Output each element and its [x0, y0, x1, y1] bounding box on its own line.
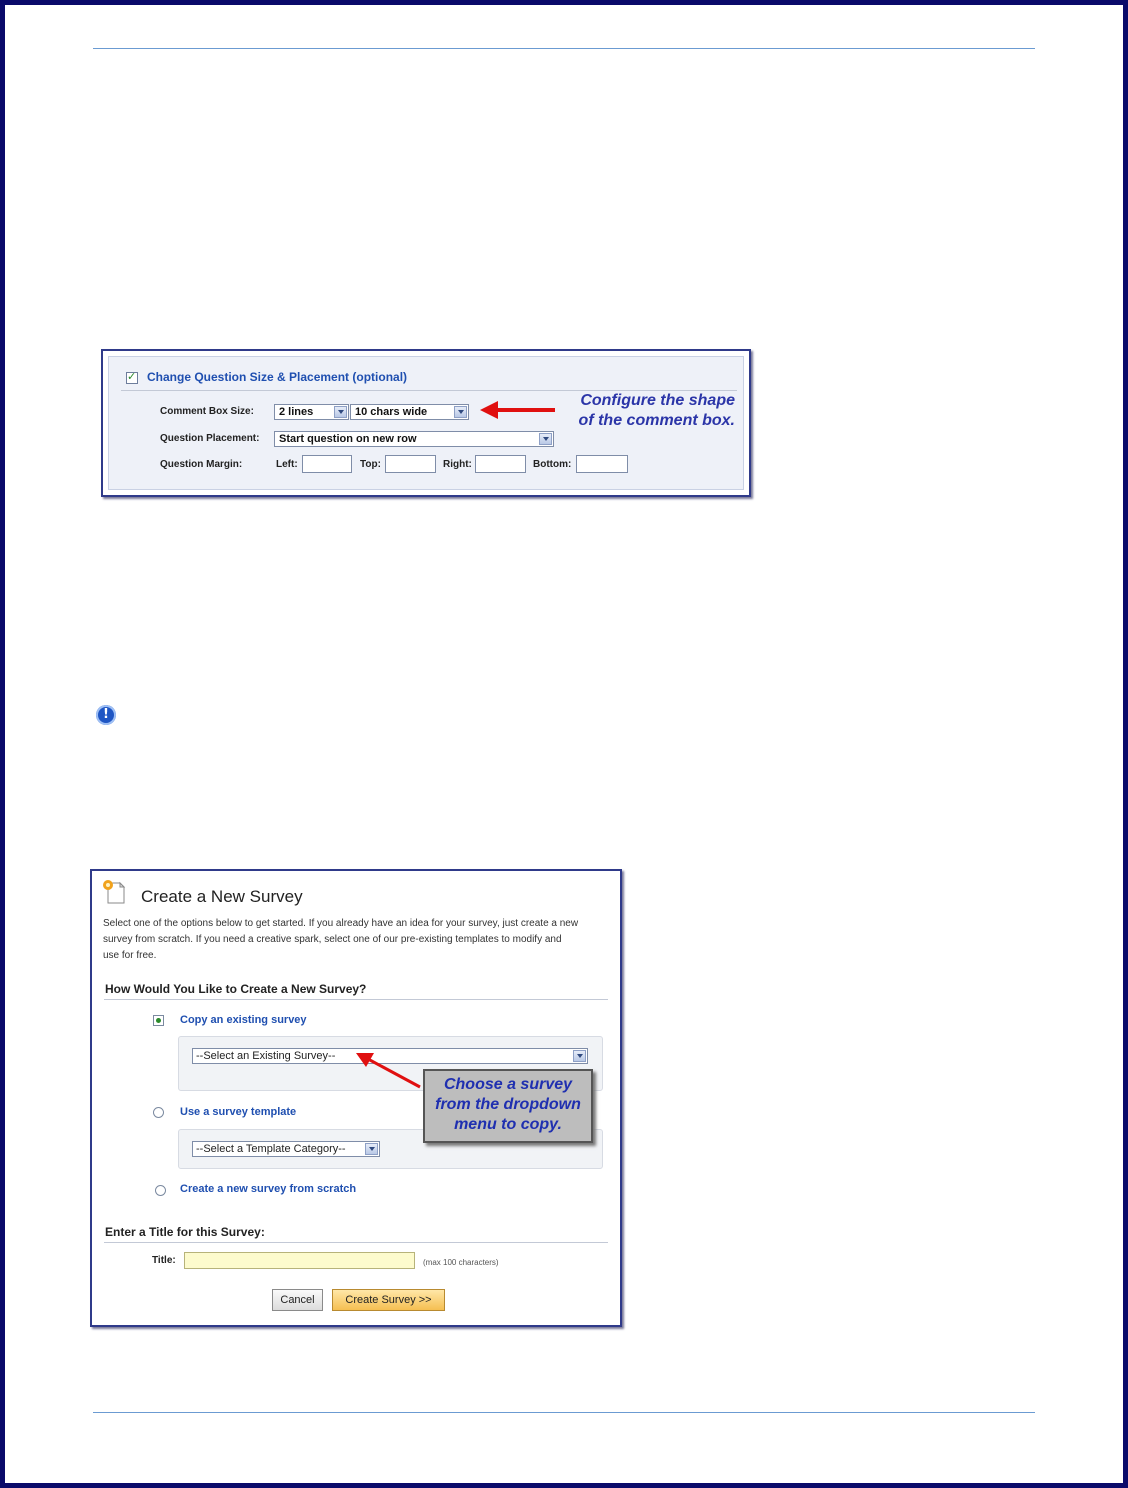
margin-right-input[interactable]: [475, 455, 526, 473]
intro-line2: survey from scratch. If you need a creative spark, select one of our pre-existing templates to modify and: [103, 934, 562, 945]
template-category-select-value: --Select a Template Category--: [196, 1143, 346, 1155]
margin-bottom-input[interactable]: [576, 455, 628, 473]
use-template-option[interactable]: Use a survey template: [180, 1106, 297, 1118]
callout2-line1: Choose a survey: [443, 1076, 573, 1093]
title-divider: [104, 1242, 608, 1243]
template-category-select[interactable]: [192, 1141, 380, 1157]
margin-right-label: Right:: [443, 459, 472, 470]
cancel-button[interactable]: Cancel: [272, 1289, 323, 1311]
title-label: Title:: [152, 1255, 176, 1266]
margin-left-input[interactable]: [302, 455, 352, 473]
new-document-icon: [102, 879, 126, 905]
header-rule: [93, 48, 1035, 49]
placement-select[interactable]: [274, 431, 554, 447]
lines-select-value: 2 lines: [279, 406, 314, 418]
title-heading: Enter a Title for this Survey:: [105, 1225, 265, 1239]
info-icon: !: [96, 705, 116, 725]
create-survey-button[interactable]: Create Survey >>: [332, 1289, 445, 1311]
copy-existing-radio[interactable]: [153, 1015, 164, 1026]
title-hint: (max 100 characters): [423, 1258, 499, 1267]
footer-rule: [93, 1412, 1035, 1413]
chevron-down-icon: [573, 1050, 586, 1062]
margin-top-label: Top:: [360, 459, 381, 470]
section-title[interactable]: Change Question Size & Placement (optional): [147, 370, 408, 384]
use-template-radio[interactable]: [153, 1107, 164, 1118]
question-margin-label: Question Margin:: [160, 459, 243, 470]
how-divider: [104, 999, 608, 1000]
intro-line1: Select one of the options below to get started. If you already have an idea for your survey, just create a new: [103, 918, 579, 929]
existing-survey-select-value: --Select an Existing Survey--: [196, 1050, 336, 1062]
question-size-screenshot: [101, 349, 751, 497]
chevron-down-icon: [334, 406, 347, 418]
survey-title-input[interactable]: [184, 1252, 415, 1269]
margin-bottom-label: Bottom:: [533, 459, 572, 470]
width-select-value: 10 chars wide: [355, 406, 428, 418]
chevron-down-icon: [365, 1143, 378, 1155]
arrow-to-dropdown-icon: [354, 1049, 424, 1091]
intro-line3: use for free.: [103, 950, 157, 961]
width-select[interactable]: [350, 404, 469, 420]
copy-existing-option[interactable]: Copy an existing survey: [180, 1014, 307, 1026]
how-heading: How Would You Like to Create a New Survey?: [105, 982, 367, 996]
arrow-head-icon: [480, 401, 498, 419]
callout-configure-shape: [579, 391, 735, 431]
comment-box-size-label: Comment Box Size:: [160, 406, 254, 417]
from-scratch-radio[interactable]: [155, 1185, 166, 1196]
chevron-down-icon: [539, 433, 552, 445]
lines-select[interactable]: [274, 404, 349, 420]
callout2-line3: menu to copy.: [454, 1116, 562, 1133]
callout-choose-survey: [423, 1069, 593, 1143]
chevron-down-icon: [454, 406, 467, 418]
callout-line1: Configure the shape: [580, 392, 735, 409]
callout-line2: of the comment box.: [578, 412, 735, 429]
question-placement-label: Question Placement:: [160, 433, 260, 444]
arrow-shaft: [497, 408, 555, 412]
placement-select-value: Start question on new row: [279, 433, 417, 445]
window-title: Create a New Survey: [141, 887, 303, 906]
question-size-panel: [108, 356, 744, 490]
margin-left-label: Left:: [276, 459, 298, 470]
intro-text: [103, 916, 578, 964]
change-size-checkbox[interactable]: [126, 372, 138, 384]
margin-top-input[interactable]: [385, 455, 436, 473]
callout2-line2: from the dropdown: [435, 1096, 581, 1113]
create-survey-screenshot: [90, 869, 622, 1327]
from-scratch-option[interactable]: Create a new survey from scratch: [180, 1183, 357, 1195]
